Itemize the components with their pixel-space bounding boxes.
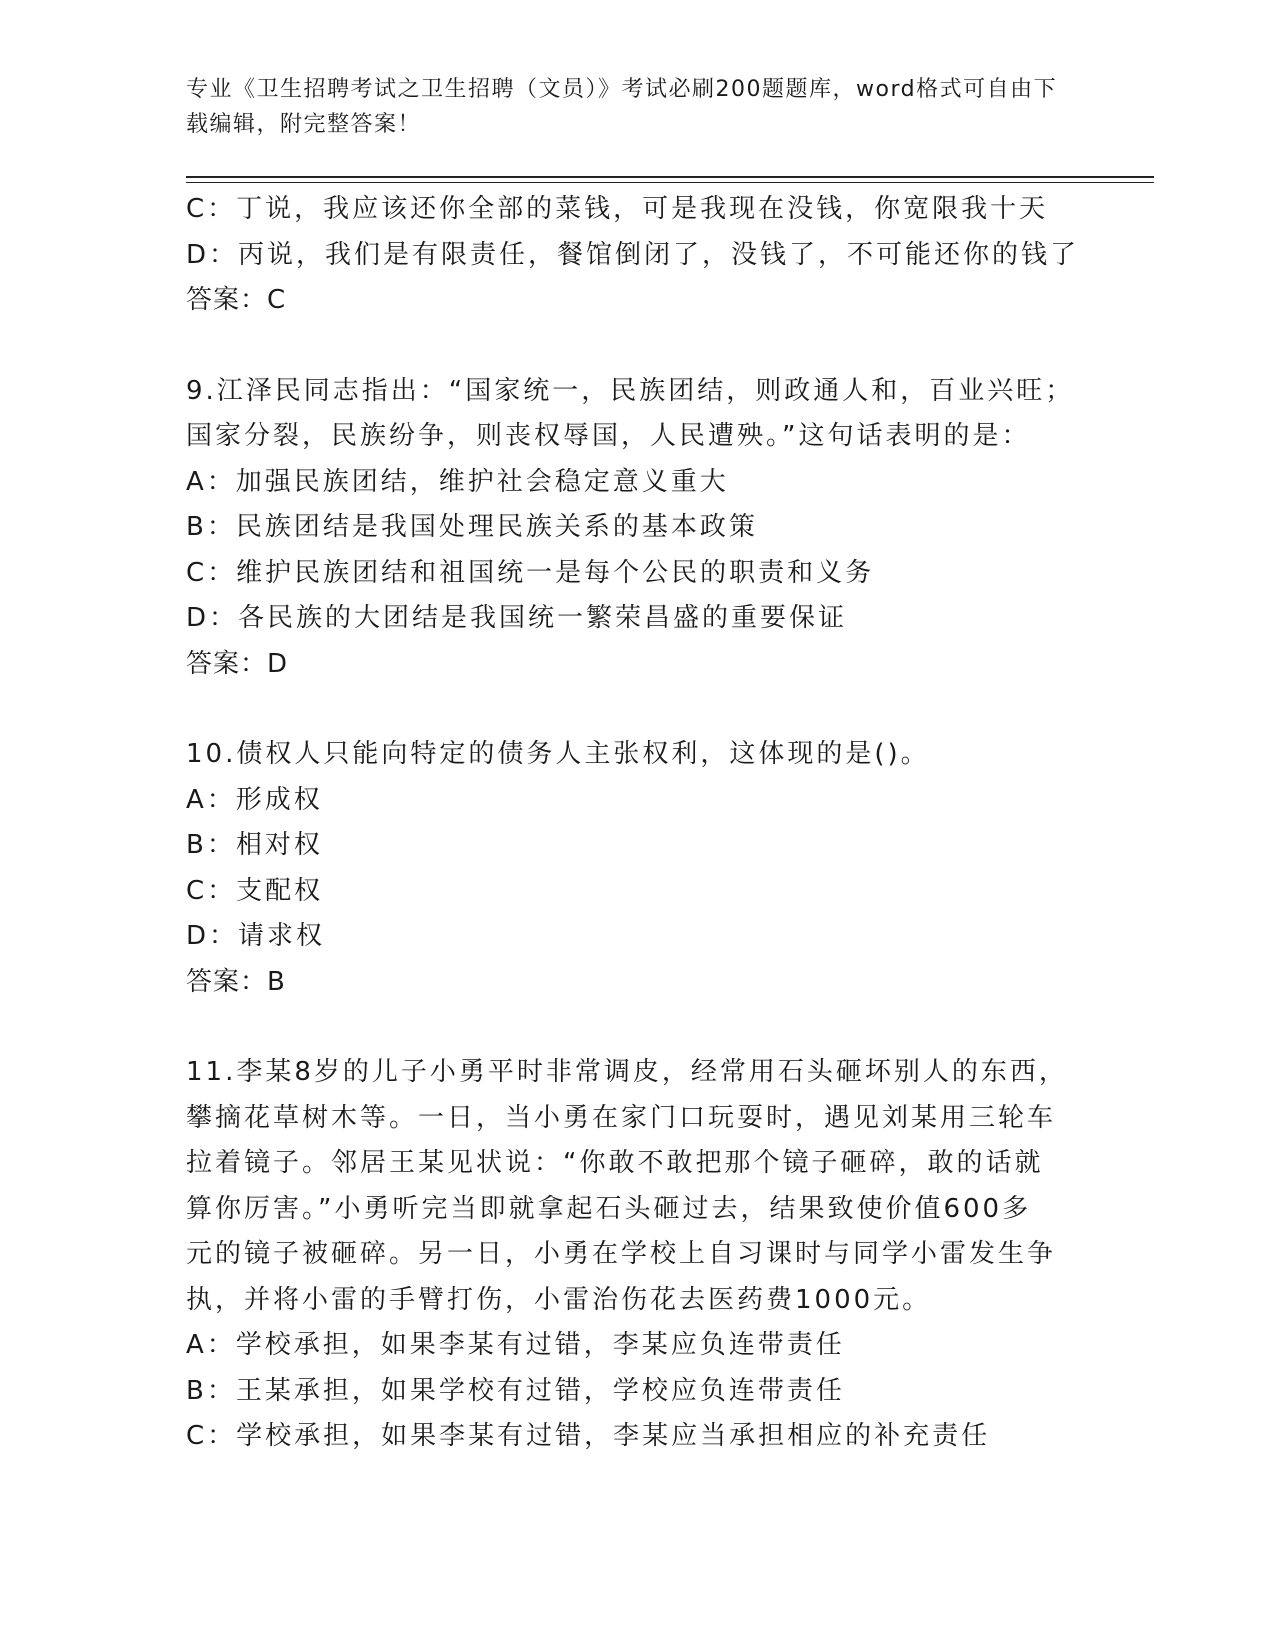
header-rule-thick xyxy=(186,176,1154,178)
question-text-line: 元的镜子被砸碎。另一日，小勇在学校上自习课时与同学小雷发生争 xyxy=(186,1239,1057,1269)
option-d: D：丙说，我们是有限责任，餐馆倒闭了，没钱了，不可能还你的钱了 xyxy=(186,239,1080,270)
option-b: B：王某承担，如果学校有过错，学校应负连带责任 xyxy=(186,1375,845,1406)
option-c: C：学校承担，如果李某有过错，李某应当承担相应的补充责任 xyxy=(186,1421,991,1451)
header-rule-thin xyxy=(186,182,1154,183)
question-text-line: 拉着镜子。邻居王某见状说：“你敢不敢把那个镜子砸碎，敢的话就 xyxy=(186,1148,1044,1178)
question-text-line: 国家分裂，民族纷争，则丧权辱国，人民遭殃。”这句话表明的是： xyxy=(186,421,1031,451)
option-d: D：各民族的大团结是我国统一繁荣昌盛的重要保证 xyxy=(186,603,848,633)
question-8-tail xyxy=(186,187,1086,324)
option-d: D：请求权 xyxy=(186,921,326,951)
question-11 xyxy=(186,1050,1086,1460)
question-text-line: 9.江泽民同志指出：“国家统一，民族团结，则政通人和，百业兴旺； xyxy=(186,375,1075,406)
question-text-line: 执，并将小雷的手臂打伤，小雷治伤花去医药费1000元。 xyxy=(186,1284,932,1315)
option-c: C：丁说，我应该还你全部的菜钱，可是我现在没钱，你宽限我十天 xyxy=(186,194,1049,224)
question-10 xyxy=(186,732,1086,1005)
option-c: C：维护民族团结和祖国统一是每个公民的职责和义务 xyxy=(186,557,875,588)
answer-line: 答案：C xyxy=(186,285,287,315)
question-text-line: 攀摘花草树木等。一日，当小勇在家门口玩耍时，遇见刘某用三轮车 xyxy=(186,1102,1057,1133)
question-9 xyxy=(186,369,1086,688)
document-title: 专业《卫生招聘考试之卫生招聘（文员）》考试必刷200题题库，word格式可自由下载编辑，附完整答案！ xyxy=(186,77,1058,137)
question-text-line: 11.李某8岁的儿子小勇平时非常调皮，经常用石头砸坏别人的东西， xyxy=(186,1057,1068,1087)
answer-line: 答案：D xyxy=(186,648,289,679)
document-body xyxy=(186,187,1086,1460)
question-text-line: 10.债权人只能向特定的债务人主张权利，这体现的是()。 xyxy=(186,739,930,769)
answer-line: 答案：B xyxy=(186,966,286,997)
question-text-line: 算你厉害。”小勇听完当即就拿起石头砸过去，结果致使价值600多 xyxy=(186,1193,1032,1224)
option-b: B：民族团结是我国处理民族关系的基本政策 xyxy=(186,512,758,542)
option-a: A：学校承担，如果李某有过错，李某应负连带责任 xyxy=(186,1330,845,1360)
option-b: B：相对权 xyxy=(186,830,323,860)
option-a: A：形成权 xyxy=(186,784,323,815)
option-a: A：加强民族团结，维护社会稳定意义重大 xyxy=(186,466,729,497)
option-c: C：支配权 xyxy=(186,875,324,906)
